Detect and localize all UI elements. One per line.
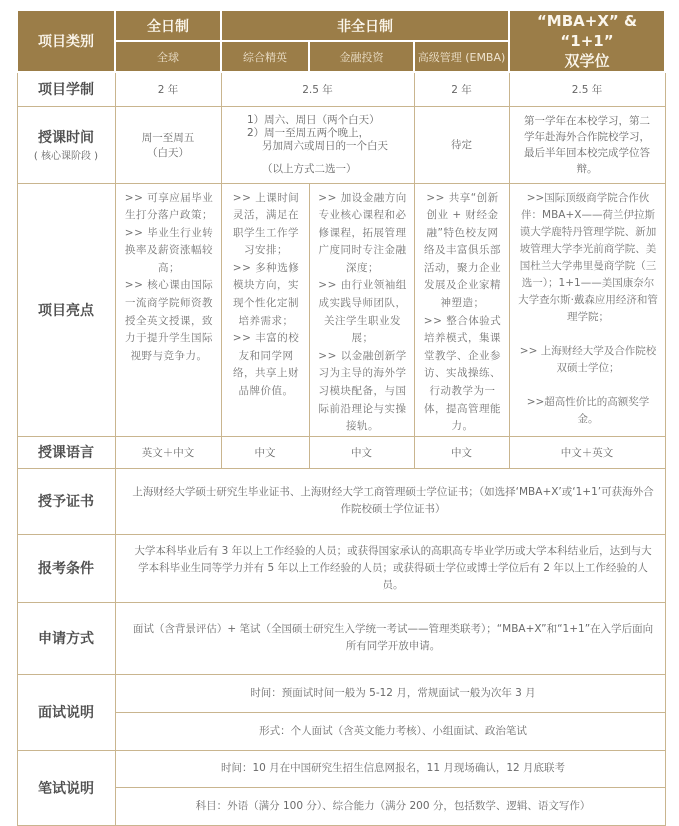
language-global: 英文＋中文 [115, 436, 221, 468]
schedule-note: （以上方式二选一） [262, 162, 357, 175]
schedule-option-1: 1）周六、周日（两个白天） [247, 113, 380, 126]
header-program-elite [221, 41, 309, 72]
duration-emba: 2 年 [414, 72, 509, 106]
row-label: 项目学制 [17, 72, 115, 106]
row-label: 报考条件 [17, 534, 115, 602]
header-program-emba-label: 高级管理 (EMBA) [417, 50, 506, 64]
schedule-dual: 第一学年在本校学习，第二学年赴海外合作院校学习，最后半年回本校完成学位答辩。 [509, 106, 665, 183]
row-certificate [17, 468, 665, 534]
highlight-item: >> 整合体验式培养模式，集课堂教学、企业参访、实战操练、行动教学为一体，提高管理能力。 [423, 314, 502, 433]
schedule-global-line2: （白天） [147, 146, 189, 159]
program-comparison-table [16, 9, 666, 826]
schedule-label: 授课时间 [38, 130, 94, 146]
row-language [17, 436, 665, 468]
schedule-emba: 待定 [414, 106, 509, 183]
written-subjects: 科目：外语（满分 100 分）、综合能力（满分 200 分，包括数学、逻辑、语文写作） [115, 787, 665, 825]
schedule-global-line1: 周一至周五 [141, 131, 195, 144]
duration-global: 2 年 [115, 72, 221, 106]
header-group-full-time [115, 10, 221, 41]
header-group-full-time-label: 全日制 [147, 18, 189, 35]
language-elite: 中文 [221, 436, 309, 468]
header-program-global [115, 41, 221, 72]
certificate-text: 上海财经大学硕士研究生毕业证书、上海财经大学工商管理硕士学位证书；（如选择‘MBA+X’或‘1+1’可获海外合作院校硕士学位证书） [115, 468, 665, 534]
schedule-part-time [221, 106, 414, 183]
interview-time: 时间：预面试时间一般为 5-12 月，常规面试一般为次年 3 月 [115, 674, 665, 712]
row-label: 笔试说明 [17, 750, 115, 825]
highlight-item: >> 毕业生行业转换率及薪资涨幅较高； [124, 226, 214, 274]
highlight-item: >> 丰富的校友和同学网络，共享上财品牌价值。 [232, 332, 300, 398]
schedule-option-2-cont: 另加周六或周日的一个白天 [262, 139, 388, 152]
header-program-global-label: 全球 [157, 50, 179, 64]
row-application [17, 602, 665, 674]
highlight-item: >>国际顶级商学院合作伙伴：MBA+X——荷兰伊拉斯谟大学鹿特丹管理学院、新加坡管理大学李光前商学院、美国杜兰大学弗里曼商学院（三选一）；1+1——美国康奈尔大学查尔斯·戴森应用经济和管理学院； [518, 191, 658, 323]
header-group-part-time [221, 10, 509, 41]
highlights-global [115, 183, 221, 436]
highlight-item: >> 核心课由国际一流商学院师资教授全英文授课，致力于提升学生国际视野与竞争力。 [124, 279, 214, 362]
row-duration [17, 72, 665, 106]
highlights-dual [509, 183, 665, 436]
row-interview-format [17, 712, 665, 750]
header-dual-line2: 双学位 [564, 52, 610, 70]
highlight-item: >> 上课时间灵活，满足在职学生工作学习安排； [232, 191, 300, 257]
highlight-item: >>超高性价比的高额奖学金。 [526, 395, 650, 425]
header-program-finance-label: 金融投资 [339, 50, 384, 64]
row-written [17, 750, 665, 787]
highlight-item: >> 多种选修模块方向，实现个性化定制培养需求； [232, 261, 300, 327]
highlight-item: >> 由行业领袖组成实践导师团队，关注学生职业发展； [318, 279, 407, 345]
row-schedule [17, 106, 665, 183]
header-group-dual-degree [509, 10, 665, 72]
highlight-item: >> 共享“创新创业 + 财经金融”特色校友网络及丰富俱乐部活动，聚力企业发展及企业家精神塑造； [424, 191, 501, 310]
highlights-finance [309, 183, 414, 436]
header-program-elite-label: 综合精英 [243, 50, 287, 64]
language-finance: 中文 [309, 436, 414, 468]
written-time: 时间：10 月在中国研究生招生信息网报名，11 月现场确认，12 月底联考 [115, 750, 665, 787]
highlight-item: >> 可享应届毕业生打分落户政策； [124, 191, 214, 222]
interview-format: 形式：个人面试（含英文能力考核）、小组面试、政治笔试 [115, 712, 665, 750]
row-label: 授予证书 [17, 468, 115, 534]
header-group-part-time-label: 非全日制 [337, 18, 393, 35]
highlight-item: >> 以金融创新学习为主导的海外学习模块配备，与国际前沿理论与实操接轨。 [318, 349, 407, 433]
language-dual: 中文＋英文 [509, 436, 665, 468]
header-dual-line1: “MBA+X” & “1+1” [536, 12, 638, 50]
requirements-text: 大学本科毕业后有 3 年以上工作经验的人员；或获得国家承认的高职高专毕业学历或大学本科结业后，达到与大学本科毕业生同等学力并有 5 年以上工作经验的人员；或获得硕士学位或博士学位后有 2 年以上工作经验的人员。 [115, 534, 665, 602]
schedule-option-2: 2）周一至周五两个晚上， [247, 126, 370, 139]
highlights-elite [221, 183, 309, 436]
row-label: 申请方式 [17, 602, 115, 674]
row-label [17, 106, 115, 183]
row-written-subjects [17, 787, 665, 825]
duration-part-time: 2.5 年 [221, 72, 414, 106]
header-category [17, 10, 115, 72]
language-emba: 中文 [414, 436, 509, 468]
row-highlights [17, 183, 665, 436]
row-label: 项目亮点 [17, 183, 115, 436]
row-interview [17, 674, 665, 712]
duration-dual: 2.5 年 [509, 72, 665, 106]
header-program-finance [309, 41, 414, 72]
application-text: 面试（含背景评估）+ 笔试（全国硕士研究生入学统一考试——管理类联考）；“MBA+X”和“1+1”在入学后面向所有同学开放申请。 [115, 602, 665, 674]
highlights-emba [414, 183, 509, 436]
row-requirements [17, 534, 665, 602]
header-category-label: 项目类别 [38, 34, 94, 50]
row-label: 授课语言 [17, 436, 115, 468]
highlight-item: >> 加设金融方向专业核心课程和必修课程，拓展管理广度同时专注金融深度； [318, 191, 407, 274]
header-program-emba [414, 41, 509, 72]
row-label: 面试说明 [17, 674, 115, 750]
schedule-sublabel: ( 核心课阶段 ) [33, 151, 99, 162]
schedule-global [115, 106, 221, 183]
highlight-item: >> 上海财经大学及合作院校双硕士学位； [519, 344, 657, 374]
